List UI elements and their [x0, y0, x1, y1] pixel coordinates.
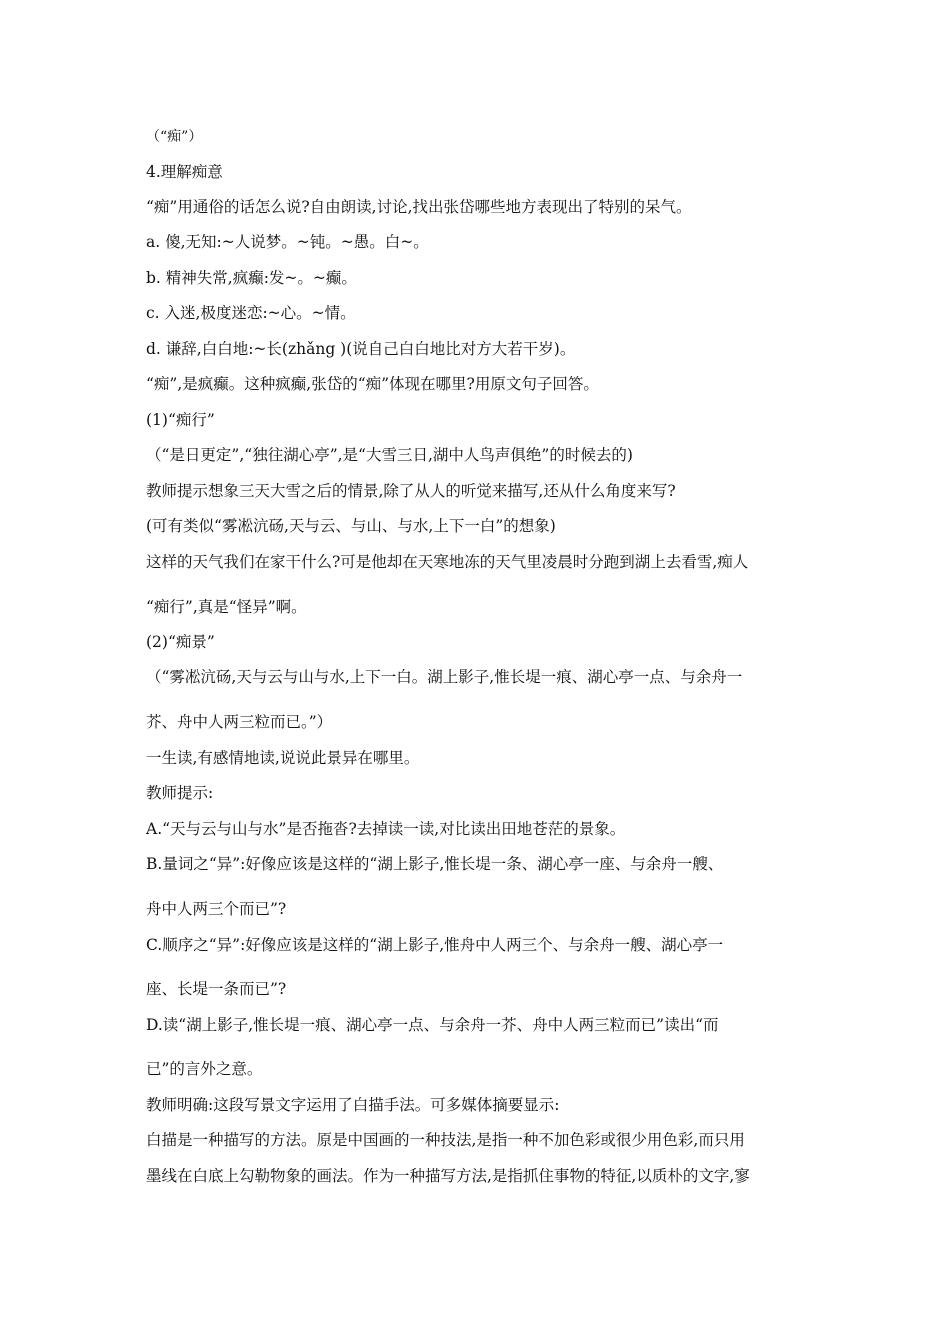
- text-line: 已”的言外之意。: [146, 1060, 263, 1078]
- text-line: (可有类似“雾凇沆砀,天与云、与山、与水,上下一白”的想象): [146, 517, 556, 535]
- text-line: 舟中人两三个而已”?: [146, 900, 287, 918]
- section-heading: 4.理解痴意: [146, 163, 223, 181]
- text-line: B.量词之“异”:好像应该是这样的“湖上影子,惟长堤一条、湖心亭一座、与余舟一艘、: [146, 855, 724, 873]
- text-line: （“痴”）: [146, 129, 203, 145]
- definition-item: c. 入迷,极度迷恋:~心。~情。: [146, 304, 356, 322]
- text-line: “痴”用通俗的话怎么说?自由朗读,讨论,找出张岱哪些地方表现出了特别的呆气。: [146, 198, 692, 216]
- definition-item: d. 谦辞,白白地:~长(zhǎng )(说自己白白地比对方大若干岁)。: [146, 340, 576, 358]
- text-line: C.顺序之“异”:好像应该是这样的“湖上影子,惟舟中人两三个、与余舟一艘、湖心亭一: [146, 936, 724, 954]
- text-line: 白描是一种描写的方法。原是中国画的一种技法,是指一种不加色彩或很少用色彩,而只用: [146, 1131, 745, 1149]
- text-line: “痴行”,真是“怪异”啊。: [146, 598, 307, 616]
- text-line: 座、长堤一条而已”?: [146, 980, 287, 998]
- text-line: （“雾凇沆砀,天与云与山与水,上下一白。湖上影子,惟长堤一痕、湖心亭一点、与余舟一: [146, 668, 743, 686]
- text-line: “痴”,是疯癫。这种疯癫,张岱的“痴”体现在哪里?用原文句子回答。: [146, 375, 599, 393]
- text-line: 这样的天气我们在家干什么?可是他却在天寒地冻的天气里凌晨时分跑到湖上去看雪,痴人: [146, 553, 749, 571]
- subheading: (1)“痴行”: [146, 411, 215, 429]
- text-line: A.“天与云与山与水”是否拖沓?去掉读一读,对比读出田地苍茫的景象。: [146, 820, 626, 838]
- text-line: 教师明确:这段写景文字运用了白描手法。可多媒体摘要显示:: [146, 1096, 560, 1114]
- text-line: 教师提示想象三天大雪之后的情景,除了从人的听觉来描写,还从什么角度来写?: [146, 482, 676, 500]
- text-line: 一生读,有感情地读,说说此景异在哪里。: [146, 749, 420, 767]
- text-line: 芥、舟中人两三粒而已。”）: [146, 713, 333, 731]
- definition-item: a. 傻,无知:~人说梦。~钝。~愚。白~。: [146, 233, 429, 251]
- text-line: （“是日更定”,“独往湖心亭”,是“大雪三日,湖中人鸟声俱绝”的时候去的): [146, 446, 633, 464]
- text-line: 教师提示:: [146, 784, 214, 802]
- subheading: (2)“痴景”: [146, 633, 215, 651]
- text-line: 墨线在白底上勾勒物象的画法。作为一种描写方法,是指抓住事物的特征,以质朴的文字,寥: [146, 1167, 750, 1185]
- definition-item: b. 精神失常,疯癫:发~。~癫。: [146, 269, 357, 287]
- text-line: D.读“湖上影子,惟长堤一痕、湖心亭一点、与余舟一芥、舟中人两三粒而已”读出“而: [146, 1016, 719, 1034]
